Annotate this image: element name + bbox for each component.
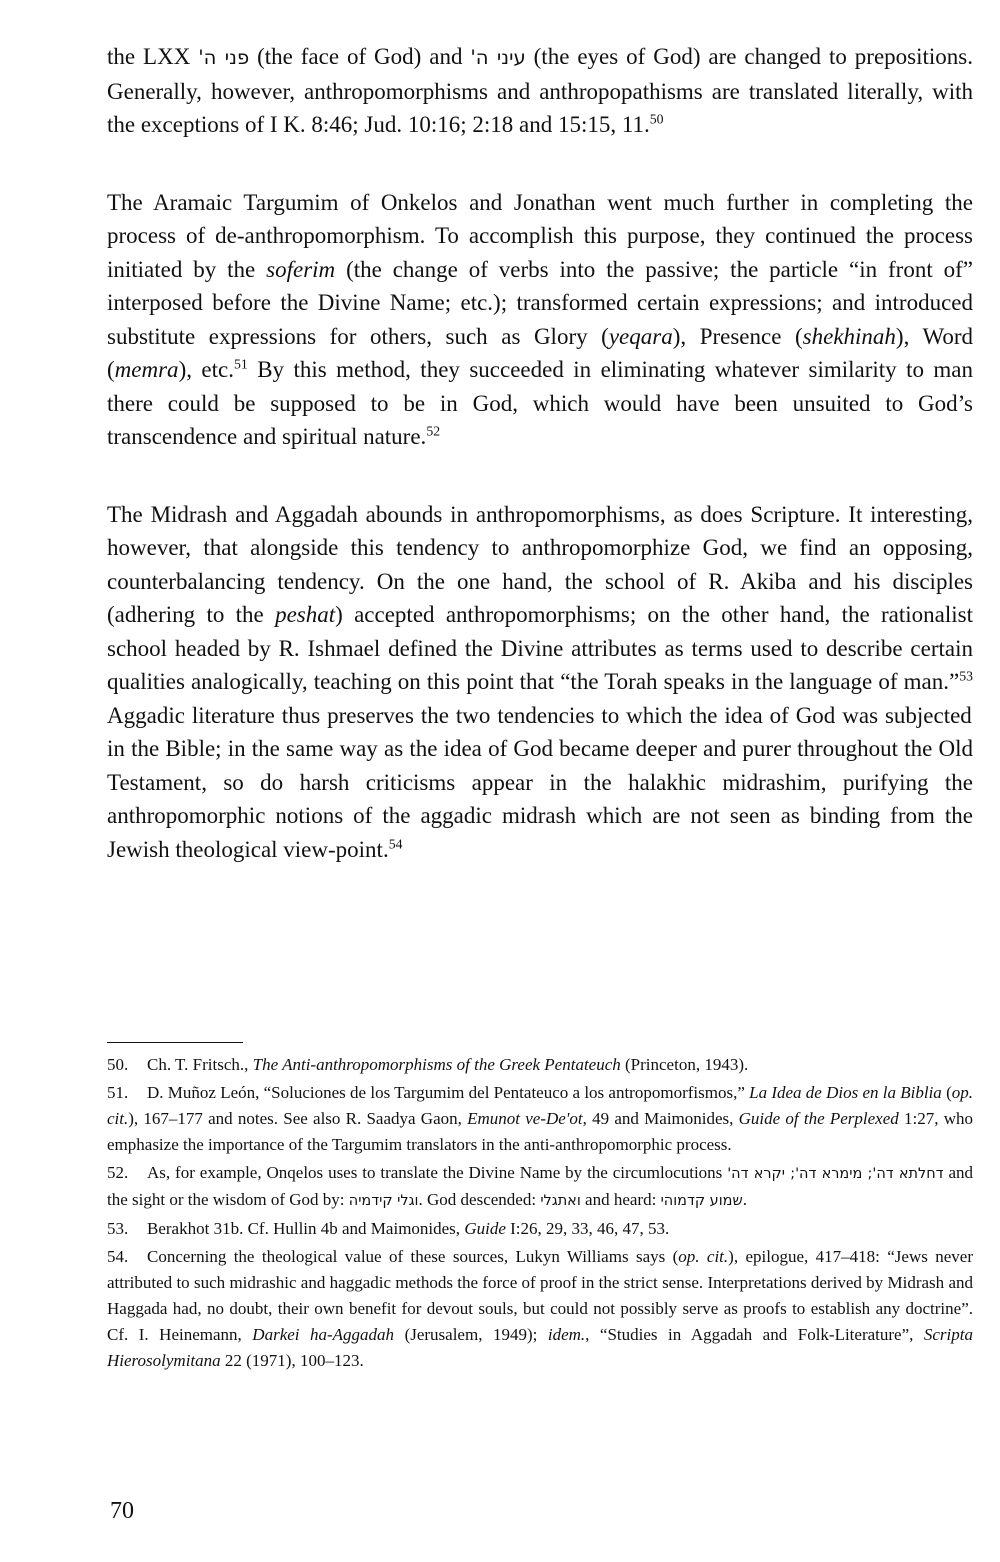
text-run: The Aramaic Targumim of Onkelos and Jonathan went much further in completing the process of de-anthropomorphism. To accomplish this purpose, they continued the process initiated by the — [107, 189, 973, 282]
italic-title: Guide — [464, 1219, 506, 1238]
footnote-number: 50. — [107, 1055, 129, 1074]
footnote-50 — [107, 1052, 973, 1078]
italic-title: Guide of the Perplexed — [738, 1109, 899, 1128]
text-run: , 49 and Maimonides, — [582, 1109, 739, 1128]
footnotes — [107, 1052, 973, 1376]
text-run: D. Muñoz León, “Soluciones de los Targumim del Pentateuco a los antropomorfismos,” — [147, 1083, 750, 1102]
italic-term: soferim — [266, 256, 336, 282]
text-run: (the face of God) and — [249, 44, 471, 69]
footnote-54 — [107, 1244, 973, 1374]
text-run: By this method, they succeeded in eliminating whatever similarity to man there could be supposed to be in God, which would have been unsuited to God’s transcendence and spiritual nature. — [107, 357, 974, 449]
text-run: ), etc. — [178, 357, 234, 382]
italic-title: op. cit. — [107, 1083, 973, 1128]
text-run: (the eyes of God) are changed to prepositions. Generally, however, anthropomorphisms and anthropopathisms are translated literally, with the exceptions of I K. 8:46; Jud. 10:16; 2:18 and 15:15, 11. — [107, 44, 973, 137]
italic-title: The Anti-anthropomorphisms of the Greek Pentateuch — [252, 1055, 621, 1074]
text-run: I:26, 29, 33, 46, 47, 53. — [505, 1219, 670, 1238]
text-run: , “Studies in Aggadah and Folk-Literature”, — [585, 1325, 924, 1344]
footnote-ref: 52 — [426, 423, 441, 439]
text-run: Aggadic literature thus preserves the two tendencies to which the idea of God was subjected in the Bible; in the same way as the idea of God became deeper and purer throughout the Old Testament, so do harsh criticisms appear in the halakhic midrashim, purifying the anthropomorphic notions of the aggadic midrash which are not seen as binding from the Jewish theological view-point. — [107, 702, 973, 862]
text-run: Berakhot 31b. Cf. Hullin 4b and Maimonides, — [147, 1219, 465, 1238]
italic-title: Scripta Hierosolymitana — [107, 1325, 973, 1370]
text-run: 1:27, who emphasize the importance of the Targumim translators in the anti-anthropomorphic process. — [107, 1109, 973, 1154]
paragraph-2 — [107, 186, 973, 454]
footnote-number: 52. — [107, 1163, 129, 1182]
text-run: (Jerusalem, 1949); — [394, 1325, 548, 1344]
footnote-ref: 51 — [233, 356, 248, 372]
text-run: . — [742, 1190, 747, 1209]
paragraph-3 — [107, 498, 973, 867]
footnote-divider — [107, 1042, 243, 1043]
footnote-number: 54. — [107, 1247, 129, 1266]
footnote-number: 53. — [107, 1219, 129, 1238]
text-run: and the sight or the wisdom of God by: — [107, 1163, 973, 1209]
italic-title: Darkei ha-Aggadah — [252, 1325, 395, 1344]
footnote-number: 51. — [107, 1083, 129, 1102]
footnote-53 — [107, 1216, 973, 1242]
italic-title: La Idea de Dios en la Biblia — [749, 1083, 942, 1102]
text-run: 22 (1971), 100–123. — [220, 1351, 364, 1370]
text-run: ), Presence ( — [672, 323, 803, 349]
italic-term: peshat — [275, 602, 336, 627]
text-run: ( — [941, 1083, 952, 1102]
footnote-51 — [107, 1080, 973, 1158]
hebrew-text: ואתגלי — [540, 1193, 581, 1209]
text-run: ), epilogue, 417–418: “Jews never attributed to such midrashic and haggadic methods the force of proof in the strict sense. Interpretations derived by Midrash and Haggada had, no doubt, their own benefit for devout souls, but could not possibly serve as proofs to establish any doctrine”. Cf. I. Heinemann, — [107, 1247, 973, 1344]
main-text — [107, 40, 973, 910]
page-number: 70 — [110, 1498, 134, 1524]
text-run: and heard: — [580, 1190, 661, 1209]
italic-title: Emunot ve-De'ot — [467, 1109, 583, 1128]
italic-term: shekhinah — [802, 323, 896, 349]
italic-title: idem. — [547, 1325, 586, 1344]
hebrew-text: דחלתא דה'; מימרא דה'; יקרא דה' — [727, 1166, 944, 1182]
footnote-ref: 50 — [649, 111, 664, 127]
text-run: ), 167–177 and notes. See also R. Saadya Gaon, — [128, 1109, 468, 1128]
text-run: (Princeton, 1943). — [620, 1055, 749, 1074]
text-run: ), Word ( — [107, 323, 974, 382]
text-run: Concerning the theological value of these sources, Lukyn Williams says ( — [147, 1247, 679, 1266]
footnote-ref: 54 — [388, 835, 403, 851]
hebrew-text: עיני ה' — [470, 46, 526, 69]
hebrew-text: שמוע קדמוהי — [660, 1193, 743, 1209]
italic-term: yeqara — [608, 323, 673, 349]
text-run: . God descended: — [418, 1190, 541, 1209]
text-run: As, for example, Onqelos uses to translate the Divine Name by the circumlocutions — [147, 1163, 728, 1182]
text-run: ) accepted anthropomorphisms; on the other hand, the rationalist school headed by R. Ishmael defined the Divine attributes as terms used to describe certain qualities analogically, teaching on this point that “the Torah speaks in the language of man.” — [107, 602, 973, 694]
hebrew-text: פני ה' — [198, 46, 250, 69]
text-run: the LXX — [107, 44, 199, 69]
text-run: Ch. T. Fritsch., — [147, 1055, 253, 1074]
paragraph-1 — [107, 40, 973, 142]
text-run: (the change of verbs into the passive; the particle “in front of” interposed before the Divine Name; etc.); transformed certain expressions; and introduced substitute expressions for others, such as Glory ( — [107, 256, 974, 349]
footnote-52 — [107, 1160, 973, 1214]
footnote-ref: 53 — [959, 668, 973, 684]
hebrew-text: וגלי קידמיה — [348, 1193, 419, 1209]
text-run: The Midrash and Aggadah abounds in anthropomorphisms, as does Scripture. It interesting, however, that alongside this tendency to anthropomorphize God, we find an opposing, counterbalancing tendency. On the one hand, the school of R. Akiba and his disciples (adhering to the — [107, 501, 973, 627]
italic-title: op. cit. — [678, 1247, 729, 1266]
italic-term: memra — [114, 357, 179, 382]
